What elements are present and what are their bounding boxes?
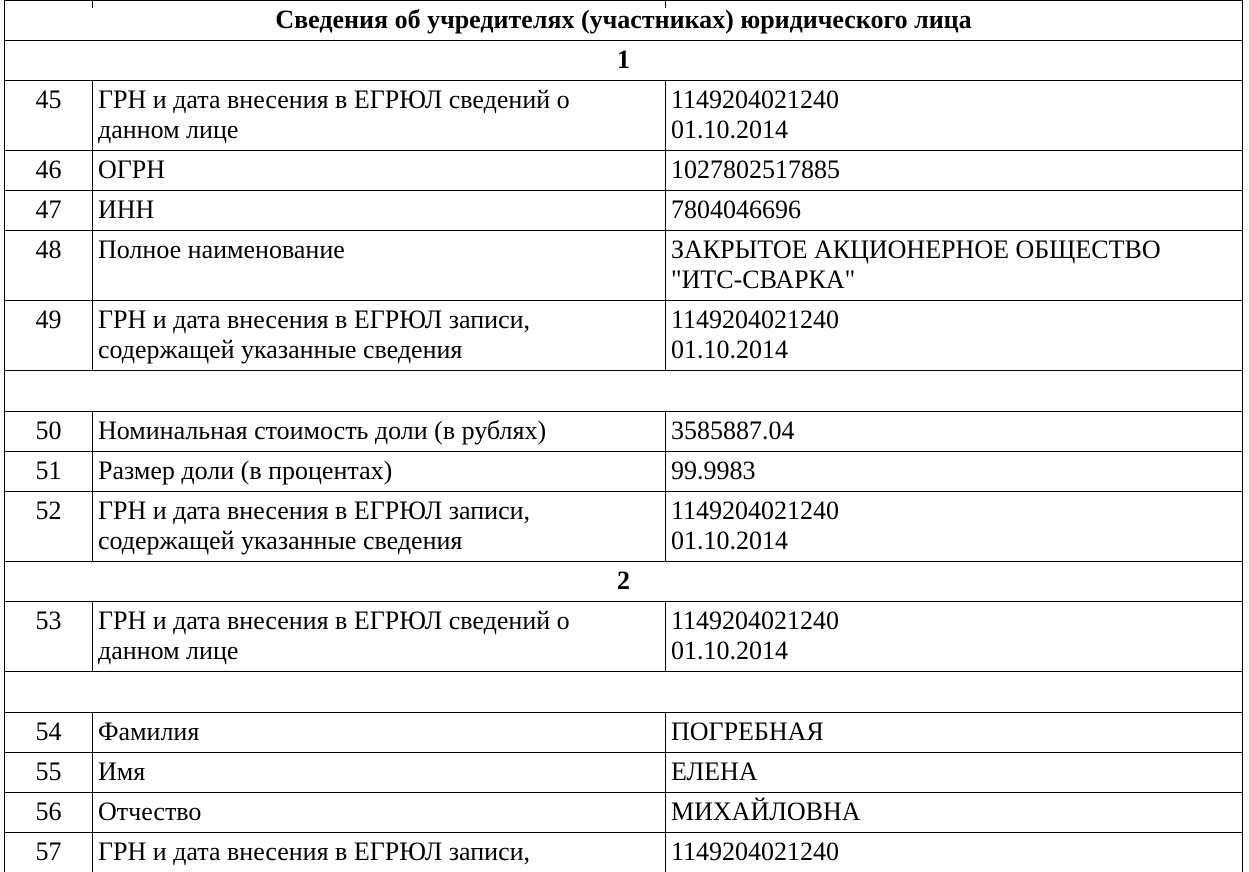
blank-separator [5, 672, 1243, 713]
row-number: 51 [5, 452, 93, 492]
field-name: ОГРН [93, 151, 666, 191]
field-name: ГРН и дата внесения в ЕГРЮЛ записи, содержащей указанные сведения [93, 301, 666, 371]
field-value: 1149204021240 01.10.2014 [666, 301, 1243, 371]
row-number: 50 [5, 412, 93, 452]
field-name: ГРН и дата внесения в ЕГРЮЛ записи, [93, 833, 666, 872]
field-value: ПОГРЕБНАЯ [666, 713, 1243, 753]
table-row [5, 833, 1243, 872]
field-value: МИХАЙЛОВНА [666, 793, 1243, 833]
blank-separator [5, 371, 1243, 412]
table-row [5, 81, 1243, 151]
table-row [5, 492, 1243, 562]
table-row [5, 602, 1243, 672]
table-row [5, 793, 1243, 833]
field-name: Размер доли (в процентах) [93, 452, 666, 492]
field-name: Фамилия [93, 713, 666, 753]
field-name: ГРН и дата внесения в ЕГРЮЛ сведений о данном лице [93, 81, 666, 151]
founders-table [4, 0, 1243, 872]
field-value: 1149204021240 01.10.2014 [666, 81, 1243, 151]
group-number-row [5, 41, 1243, 81]
field-name: Номинальная стоимость доли (в рублях) [93, 412, 666, 452]
table-row [5, 191, 1243, 231]
group-number-row [5, 562, 1243, 602]
row-number: 56 [5, 793, 93, 833]
table-row [5, 452, 1243, 492]
table-row [5, 713, 1243, 753]
field-name: Имя [93, 753, 666, 793]
group-number: 2 [5, 562, 1243, 602]
row-number: 54 [5, 713, 93, 753]
table-row [5, 151, 1243, 191]
field-name: ГРН и дата внесения в ЕГРЮЛ сведений о данном лице [93, 602, 666, 672]
row-number: 53 [5, 602, 93, 672]
row-number: 48 [5, 231, 93, 301]
blank-separator-row [5, 371, 1243, 412]
blank-separator-row [5, 672, 1243, 713]
field-name: ИНН [93, 191, 666, 231]
group-number: 1 [5, 41, 1243, 81]
field-value: 1149204021240 01.10.2014 [666, 492, 1243, 562]
section-header-row [5, 1, 1243, 41]
field-value: 99.9983 [666, 452, 1243, 492]
table-row [5, 753, 1243, 793]
row-number: 49 [5, 301, 93, 371]
table-row [5, 301, 1243, 371]
table-row [5, 412, 1243, 452]
row-number: 45 [5, 81, 93, 151]
table-row [5, 231, 1243, 301]
field-value: 1149204021240 [666, 833, 1243, 872]
field-name: Полное наименование [93, 231, 666, 301]
field-value: 1149204021240 01.10.2014 [666, 602, 1243, 672]
row-number: 57 [5, 833, 93, 872]
field-value: ЗАКРЫТОЕ АКЦИОНЕРНОЕ ОБЩЕСТВО "ИТС-СВАРКА" [666, 231, 1243, 301]
field-value: 3585887.04 [666, 412, 1243, 452]
field-value: 1027802517885 [666, 151, 1243, 191]
field-name: Отчество [93, 793, 666, 833]
field-name: ГРН и дата внесения в ЕГРЮЛ записи, содержащей указанные сведения [93, 492, 666, 562]
row-number: 55 [5, 753, 93, 793]
section-title: Сведения об учредителях (участниках) юридического лица [5, 1, 1243, 41]
row-number: 46 [5, 151, 93, 191]
field-value: 7804046696 [666, 191, 1243, 231]
row-number: 52 [5, 492, 93, 562]
row-number: 47 [5, 191, 93, 231]
field-value: ЕЛЕНА [666, 753, 1243, 793]
